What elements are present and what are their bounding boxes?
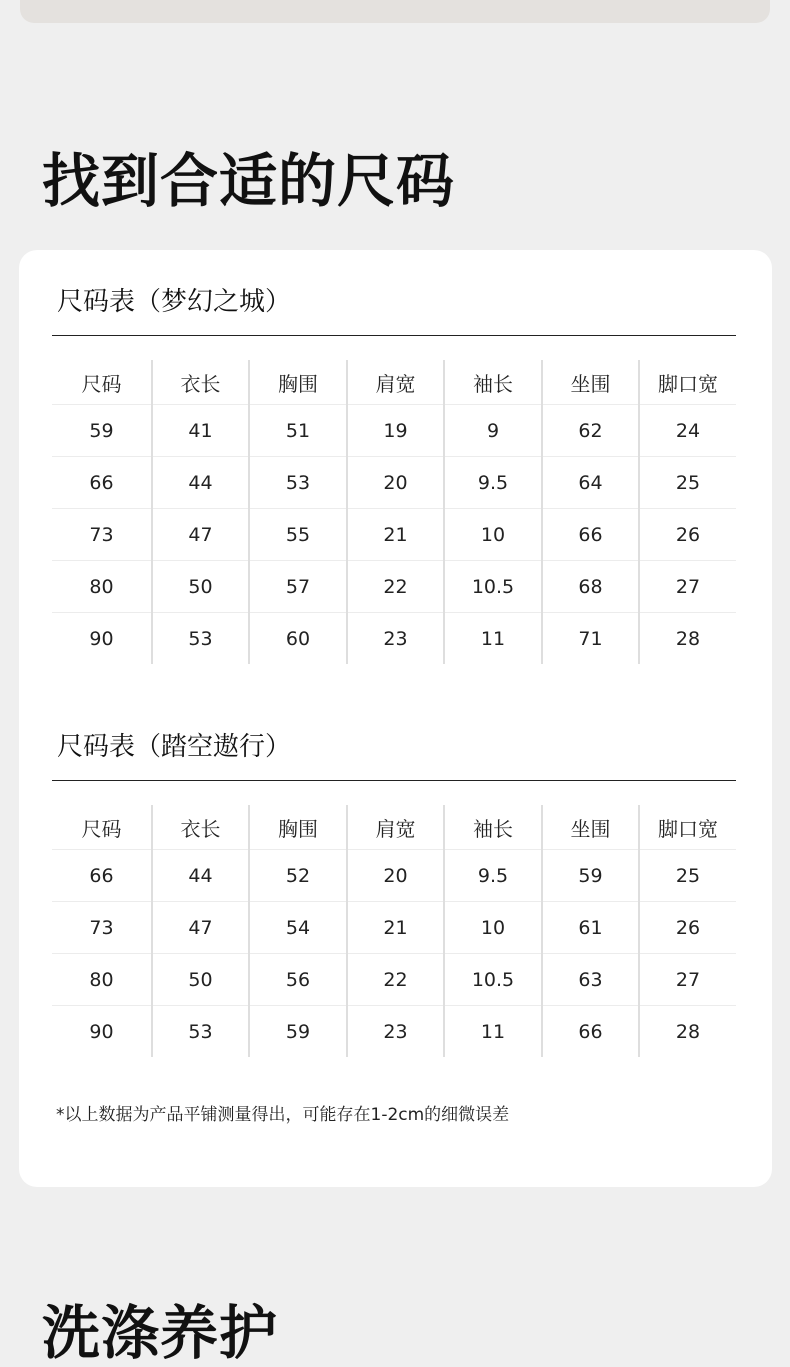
table-cell: 73 [52,902,152,954]
table-cell: 54 [249,902,347,954]
table-cell: 10 [444,509,542,561]
table-row [52,850,736,902]
table-cell: 27 [639,954,736,1006]
table-row [52,457,736,509]
table-header-row [52,805,736,850]
table-cell: 71 [542,613,639,665]
column-header: 胸围 [249,805,347,850]
column-header: 肩宽 [347,805,444,850]
page-title: 找到合适的尺码 [42,147,456,215]
table-header-row [52,360,736,405]
table-cell: 59 [52,405,152,457]
column-header: 坐围 [542,805,639,850]
table-cell: 25 [639,850,736,902]
column-header: 尺码 [52,805,152,850]
column-header: 衣长 [152,805,249,850]
size-table-title: 尺码表（梦幻之城） [52,280,736,336]
table-cell: 19 [347,405,444,457]
table-cell: 23 [347,1006,444,1058]
table-cell: 73 [52,509,152,561]
table-row [52,613,736,665]
size-table-block-sky-walk [52,725,736,1057]
table-row [52,954,736,1006]
table-row [52,405,736,457]
table-cell: 26 [639,509,736,561]
table-cell: 23 [347,613,444,665]
table-cell: 44 [152,850,249,902]
column-header: 脚口宽 [639,805,736,850]
table-cell: 55 [249,509,347,561]
table-cell: 22 [347,561,444,613]
column-header: 坐围 [542,360,639,405]
table-cell: 25 [639,457,736,509]
table-cell: 20 [347,850,444,902]
table-cell: 50 [152,954,249,1006]
table-cell: 80 [52,561,152,613]
table-cell: 66 [542,509,639,561]
table-row [52,1006,736,1058]
table-cell: 51 [249,405,347,457]
table-cell: 62 [542,405,639,457]
previous-section-card [20,0,770,23]
table-cell: 57 [249,561,347,613]
column-header: 袖长 [444,805,542,850]
table-cell: 80 [52,954,152,1006]
column-header: 肩宽 [347,360,444,405]
table-cell: 10 [444,902,542,954]
size-table [52,360,736,664]
table-cell: 60 [249,613,347,665]
table-row [52,561,736,613]
table-cell: 63 [542,954,639,1006]
table-cell: 61 [542,902,639,954]
table-cell: 27 [639,561,736,613]
size-table [52,805,736,1057]
table-cell: 50 [152,561,249,613]
size-chart-card [19,250,772,1187]
table-cell: 22 [347,954,444,1006]
column-header: 尺码 [52,360,152,405]
table-cell: 9.5 [444,850,542,902]
table-cell: 10.5 [444,954,542,1006]
table-cell: 59 [542,850,639,902]
table-cell: 28 [639,613,736,665]
table-cell: 90 [89,1020,114,1043]
column-header: 袖长 [444,360,542,405]
column-header: 胸围 [249,360,347,405]
table-row [52,509,736,561]
table-cell: 10.5 [444,561,542,613]
measurement-footnote: *以上数据为产品平铺测量得出，可能存在1-2cm的细微误差 [56,1105,510,1125]
table-cell: 28 [639,1006,736,1058]
column-header: 衣长 [152,360,249,405]
table-cell: 56 [249,954,347,1006]
table-cell: 9 [444,405,542,457]
table-cell: 26 [639,902,736,954]
size-table-block-dream-city [52,280,736,664]
table-cell: 68 [542,561,639,613]
table-cell: 9.5 [444,457,542,509]
table-cell: 11 [444,1006,542,1058]
table-cell: 53 [249,457,347,509]
table-cell: 90 [89,627,114,650]
table-cell: 66 [52,850,152,902]
table-cell: 52 [249,850,347,902]
table-cell: 66 [52,457,152,509]
table-cell: 66 [542,1006,639,1058]
column-header: 脚口宽 [639,360,736,405]
table-cell: 11 [444,613,542,665]
table-cell: 44 [152,457,249,509]
table-cell: 53 [152,613,249,665]
table-cell: 64 [542,457,639,509]
table-cell: 21 [347,902,444,954]
table-cell: 47 [152,902,249,954]
table-row [52,902,736,954]
care-section-title: 洗涤养护 [42,1299,279,1367]
size-table-title: 尺码表（踏空遨行） [52,725,736,781]
table-cell: 21 [347,509,444,561]
table-cell: 59 [249,1006,347,1058]
table-cell: 53 [152,1006,249,1058]
table-cell: 24 [639,405,736,457]
table-cell: 20 [347,457,444,509]
table-cell: 41 [152,405,249,457]
table-cell: 47 [152,509,249,561]
